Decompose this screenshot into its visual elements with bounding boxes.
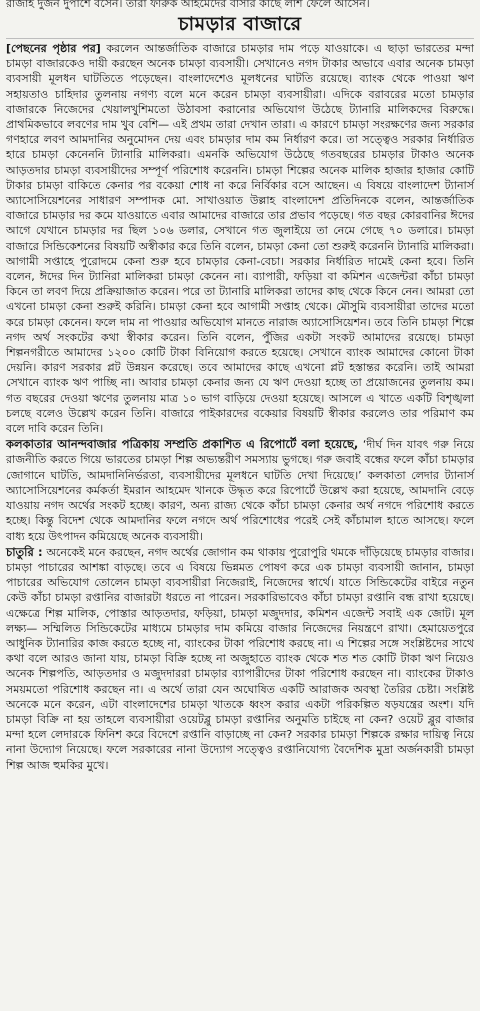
- article-paragraph-1: [6, 41, 474, 436]
- paragraph-3-lead: চাতুরি :: [6, 544, 43, 559]
- paragraph-2-text: ‘দীর্ঘ দিন যাবৎ গরু নিয়ে রাজনীতি করতে গিয়ে ভারতের চামড়া শিল্প অভ্যন্তরীণ সমস্যায় ভুগছে। গরু জবাই বন্ধের ফলে কাঁচা চামড়ার জোগানে ঘাটতি, আমদানিনির্ভরতা, ব্যবসায়ীদের মূলধনে ঘাটতি দেখা দিয়েছে।’ কলকাতা লেদার ট্যানার্স অ্যাসোসিয়েশনের কর্মকর্তা ইমরান আহমেদ খানকে উদ্ধৃত করে রিপোর্টে উল্লেখ করা হয়েছে, আমদানি বেড়ে যাওয়ায় নগদ অর্থের সংকট হচ্ছে। কারণ, অন্য রাজ্য থেকে কাঁচা চামড়া কেনার অর্থ নগদে পরিশোধ করতে হচ্ছে। কিন্তু বিদেশ থেকে আমদানির ফলে নগদে অর্থ পরিশোধের পরেই সেই কাঁচামাল হাতে আসছে। ফলে বাধ্য হয়ে উৎপাদন কমিয়েছে অনেক ব্যবসায়ী।: [6, 438, 474, 543]
- article-paragraph-3: [6, 545, 474, 773]
- article-headline: চামড়ার বাজারে: [178, 13, 302, 35]
- article-paragraph-2: [6, 437, 474, 543]
- paragraph-1-text: করলেন আন্তর্জাতিক বাজারে চামড়ার দাম পড়ে যাওয়াকে। এ ছাড়া ভারতের মন্দা চামড়া বাজারকেও দায়ী করছেন অনেক চামড়া ব্যবসায়ী। সেখানেও নগদ টাকার অভাবে এবার অনেক চামড়া ব্যবসায়ী মূলধন ঘাটতিতে পড়েছেন। বাংলাদেশেও মূলধনের ঘাটতি রয়েছে। ব্যাংক থেকে পাওয়া ঋণ সহায়তাও চাহিদার তুলনায় নগণ্য বলে মনে করেন চামড়া ব্যবসায়ীরা। এদিকে বরাবরের মতো চামড়ার বাজারকে নিজেদের খেয়ালখুশিমতো উঠাবসা করানোর অভিযোগ উঠেছে ট্যানারি মালিকদের বিরুদ্ধে। প্রাথমিকভাবে লবণের দাম খুব বেশি— এই প্রথম তারা দেখান তারা। এ কারণে চামড়া সংরক্ষণের জন্য সরকার গণহারে লবণ আমদানির অনুমোদন দেয় এবং চামড়ার দাম কম নির্ধারণ করে। তা সত্ত্বেও সরকার নির্ধারিত হারে চামড়া কেনেননি ট্যানারি মালিকরা। এমনকি অভিযোগ উঠেছে গতবছরের চামড়ার টাকাও অনেক আড়তদার চামড়া ব্যবসায়ীদের সম্পূর্ণ পরিশোধ করেননি। চামড়া শিল্পের অনেক মালিক হাজার হাজার কোটি টাকার চামড়া বাকিতে কেনার পর বকেয়া শোধ না করে নির্বিকার বসে আছেন। এ বিষয়ে বাংলাদেশ ট্যানার্স অ্যাসোসিয়েশনের সাধারণ সম্পাদক মো. সাখাওয়াত উল্লাহ বাংলাদেশ প্রতিদিনকে বলেন, আন্তর্জাতিক বাজারে চামড়ার দর কমে যাওয়াতে এবার আমাদের বাজারে তার প্রভাব পড়েছে। গত বছর কোরবানির ঈদের আগে যেখানে চামড়ার দর ছিল ১০৬ ডলার, সেখানে গত জুলাইয়ে তা নেমে গেছে ৭০ ডলারে। চামড়া বাজারে সিন্ডিকেশনের বিষয়টি অস্বীকার করে তিনি বলেন, চামড়া কেনা তো শুরুই করেননি ট্যানারি মালিকরা। আগামী সপ্তাহে পুরোদমে কেনা শুরু হবে চামড়ার কেনা-বেচা। সরকার নির্ধারিত দামেই কেনা হবে। তিনি বলেন, ঈদের দিন ট্যানিরা মালিকরা চামড়া কেনেন না। ব্যাপারী, ফড়িয়া বা কমিশন এজেন্টরা কাঁচা চামড়া কিনে তা লবণ দিয়ে প্রক্রিয়াজাত করেন। পরে তা ট্যানারি মালিকরা তাদের কাছ থেকে কিনে নেন। আমরা তো এখনো চামড়া কেনা শুরুই করিনি। চামড়া কেনা হবে আগামী সপ্তাহ থেকে। মৌসুমি ব্যবসায়ীরা তাদের মতো করে চামড়া কেনেন। ফলে দাম না পাওয়ার অভিযোগ মানতে নারাজ অ্যাসোসিয়েশন। তবে তিনি চামড়া শিল্পে নগদ অর্থ সংকটের কথা স্বীকার করেন। তিনি বলেন, পুঁজির একটা সংকট আমাদের রয়েছে। চামড়া শিল্পনগরীতে আমাদের ১২০০ কোটি টাকা বিনিয়োগ করতে হয়েছে। সেখানে ব্যাংক আমাদের কোনো টাকা দেয়নি। কারণ সরকার প্লট উন্নয়ন করেছে। তবে আমাদের কাছে এখনো প্লট হস্তান্তর করেনি। তাই আমরা সেখানে ব্যাংক ঋণ পাচ্ছি না। আবার চামড়া কেনার জন্য যে ঋণ দেওয়া হচ্ছে তা প্রয়োজনের তুলনায় কম। গত বছরের দেওয়া ঋণের তুলনায় মাত্র ১০ ভাগ বাড়িয়ে দেওয়া হয়েছে। আসলে এ খাতে একটি বিশৃঙ্খলা চলছে বলেও উল্লেখ করেন তিনি। বাজারে পাইকারদের বকেয়ার বিষয়টি স্বীকার করলেও তার পরিমাণ কম বলে দাবি করেন তিনি।: [6, 42, 474, 436]
- continuation-marker: [পেছনের পৃষ্ঠার পর]: [6, 42, 101, 55]
- headline-bar: [6, 10, 474, 39]
- previous-article-tail: রাজাহ দুজন দুপাশে বসেন। তারা ফারুক আহমেদের বাসার কাছে লাশ ফেলে আসেন।: [6, 0, 370, 10]
- paragraph-3-text: অনেকেই মনে করছেন, নগদ অর্থের জোগান কম থাকায় পুরোপুরি থমকে দাঁড়িয়েছে চামড়ার বাজার। চামড়া পাচারের আশঙ্কা বাড়ছে। তবে এ বিষয়ে ভিন্নমত পোষণ করে এক চামড়া ব্যবসায়ী জানান, চামড়া পাচারের অভিযোগ তোলেন চামড়া ব্যবসায়ীরা নিজেরাই, নিজেদের স্বার্থে। যাতে সিন্ডিকেটের বাইরে নতুন কেউ কাঁচা চামড়া রপ্তানির বাজারটা ধরতে না পারেন। সরকারিভাবেও কাঁচা চামড়া রপ্তানি বন্ধ রাখা হয়েছে। এক্ষেত্রে শিল্প মালিক, পোস্তার আড়তদার, ফড়িয়া, চামড়া মজুদদার, কমিশন এজেন্ট সবাই এক জোট। মূল লক্ষ্য— সম্মিলিত সিন্ডিকেটের মাধ্যমে চামড়ার দাম কমিয়ে বাজার নিজেদের নিয়ন্ত্রণে রাখা। হেমায়েতপুরে আধুনিক ট্যানারির কাজ করতে হচ্ছে না, ব্যাংকের টাকা পরিশোধ করছে না। এ শিল্পের সঙ্গে সংশ্লিষ্টদের সাথে কথা বলে আরও জানা যায়, চামড়া বিক্রি হচ্ছে না অজুহাতে ব্যাংক থেকে শত শত কোটি টাকা ঋণ নিয়েও অনেক শিল্পপতি, আড়তদার ও মজুদদাররা চামড়ার ব্যাপারীদের টাকা পরিশোধ করছেন না। ব্যাংকের টাকাও সময়মতো পরিশোধ করছেন না। এ অর্থে তারা যেন অঘোষিত একটি আরাজক অবস্থা তৈরির চেষ্টা। সংশ্লিষ্ট অনেকে মনে করেন, এটা বাংলাদেশের চামড়া খাতকে ধ্বংস করার একটা পরিকল্পিত ষড়যন্ত্রের অংশ। যদি চামড়া বিক্রি না হয় তাহলে ব্যবসায়ীরা ওয়েটব্লু চামড়া রপ্তানির অনুমতি চাইছে না কেন? ওয়েট ব্লুর বাজার মন্দা হলে লেদারকে ফিনিশ করে বিদেশে রপ্তানি বাড়াচ্ছে না কেন? সরকার চামড়া শিল্পকে রক্ষার দায়িত্ব নিয়ে নানা উদ্যোগ নিয়েছে। ফলে সরকারের নানা উদ্যোগ সত্ত্বেও রপ্তানিযোগ্য বৈদেশিক মুদ্রা অর্জনকারী চামড়া শিল্প আজ হুমকির মুখে।: [6, 545, 474, 772]
- paragraph-2-lead: কলকাতার আনন্দবাজার পত্রিকায় সম্প্রতি প্রকাশিত এ রিপোর্টে বলা হয়েছে,: [6, 437, 359, 452]
